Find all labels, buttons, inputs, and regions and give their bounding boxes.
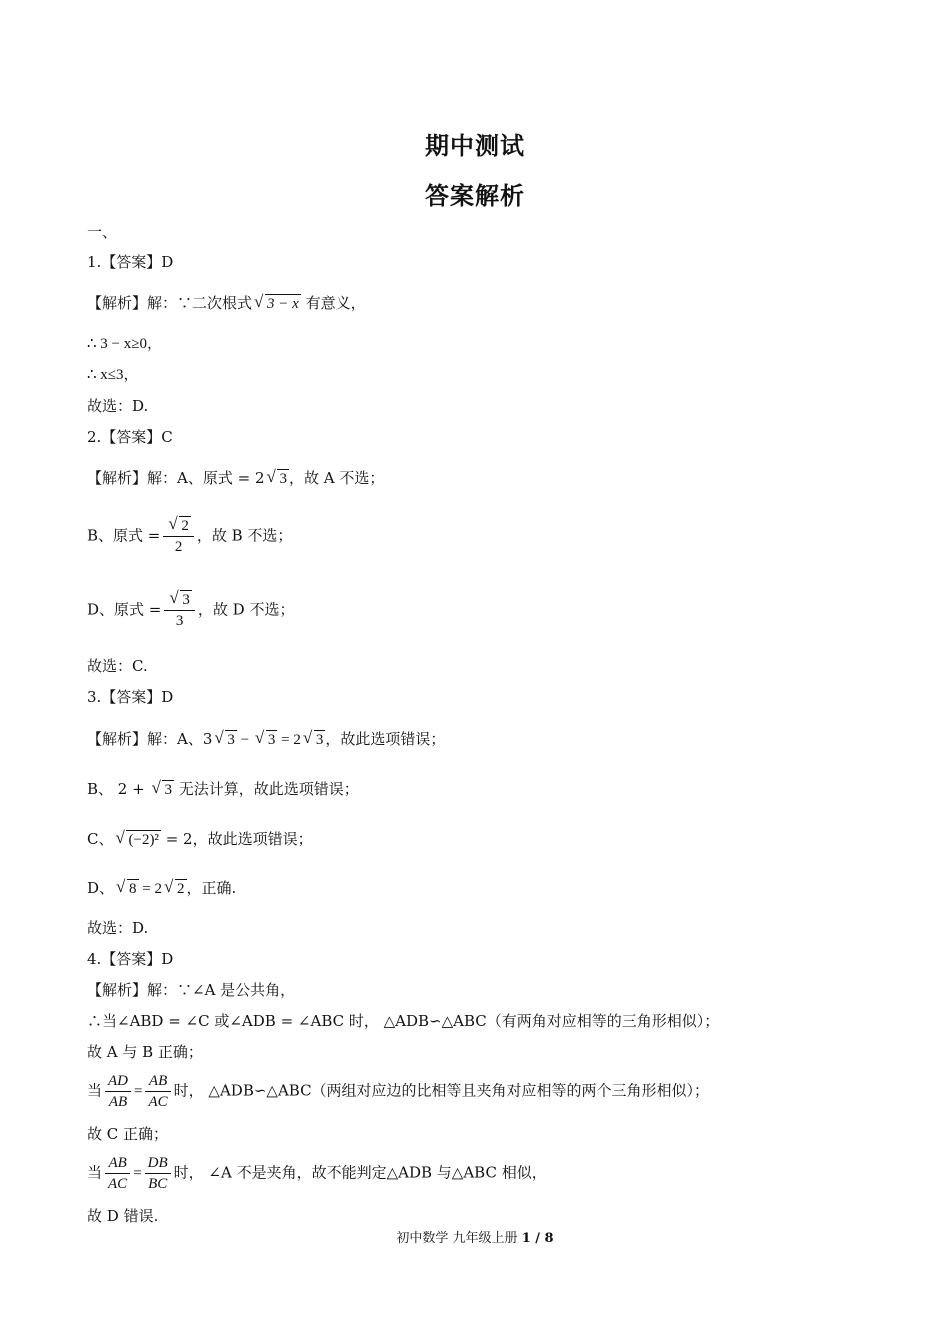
minus-sign: − [236, 732, 253, 748]
q1-text-suffix: 有意义， [305, 294, 366, 312]
fraction: √ 2 2 [163, 516, 194, 557]
q2-a-text: 【解析】解：A、原式 = 2 [87, 469, 265, 487]
q3-analysis-a [87, 729, 445, 750]
q4-analysis-a: 【解析】解：∵∠A 是公共角， [87, 981, 296, 999]
sqrt-expression: √ 3 − x [254, 292, 299, 312]
q3-b-text: B、 2 + [87, 780, 150, 798]
q4-analysis-d [87, 1071, 709, 1112]
q1-step-1: ∴ 3 − x≥0， [87, 336, 162, 352]
q1-conclusion: 故选：D. [87, 397, 149, 415]
sqrt-expression: √ 3 [151, 778, 172, 798]
q3-analysis-c [87, 829, 313, 850]
q1-answer: 1.【答案】D [87, 253, 174, 271]
page-title: 期中测试 [425, 132, 525, 160]
equals-sign: = [133, 1165, 142, 1182]
page-subtitle: 答案解析 [425, 182, 525, 210]
q3-analysis-d [87, 878, 236, 899]
fraction: $\frac{DB}{BC}$ [145, 1153, 171, 1194]
q2-analysis-d [87, 590, 294, 631]
q4-f-suffix: 时， ∠A 不是夹角，故不能判定△ADB 与△ABC 相似， [173, 1163, 547, 1182]
q3-d-suffix: ，正确. [186, 879, 237, 897]
page-footer [0, 1227, 950, 1246]
q3-c-suffix: = 2，故此选项错误； [160, 830, 313, 848]
sqrt-expression: √ (−2)² [115, 828, 159, 848]
q2-analysis-a [87, 468, 384, 489]
q2-answer: 2.【答案】C [87, 428, 173, 446]
footer-text: 初中数学 九年级上册 [396, 1231, 518, 1246]
sqrt-expression: √ 3 [254, 728, 276, 748]
q3-analysis-b [87, 779, 359, 800]
q4-analysis-e: 故 C 正确； [87, 1125, 169, 1143]
sqrt-expression: √ 3 [266, 467, 287, 487]
q2-a-suffix: ，故 A 不选； [288, 469, 385, 487]
q2-b-text: B、原式 = [87, 526, 161, 545]
fraction: $\frac{AB}{AC}$ [145, 1071, 170, 1112]
q4-analysis-b: ∴当∠ABD = ∠C 或∠ADB = ∠ABC 时， △ADB∽△ABC（有两角对应相等的三角形相似）； [87, 1012, 720, 1030]
q3-conclusion: 故选：D. [87, 919, 149, 937]
sqrt-expression: √ 8 [116, 877, 137, 897]
q2-analysis-b [87, 516, 292, 557]
q3-c-text: C、 [87, 830, 114, 848]
sqrt-expression: √ 3 [302, 728, 324, 748]
q1-step-2: ∴ x≤3， [87, 367, 139, 383]
q2-b-suffix: ，故 B 不选； [196, 526, 293, 545]
q3-d-text: D、 [87, 879, 115, 897]
q4-conclusion: 故 D 错误. [87, 1207, 159, 1225]
q3-a-text: 【解析】解：A、3 [87, 730, 213, 748]
q4-d-suffix: 时， △ADB∽△ABC（两组对应边的比相等且夹角对应相等的两个三角形相似）； [173, 1081, 710, 1100]
equals-sign: = 2 [277, 732, 301, 748]
q4-answer: 4.【答案】D [87, 950, 174, 968]
section-heading: 一、 [87, 223, 118, 241]
q4-analysis-f [87, 1153, 547, 1194]
q3-b-suffix: 无法计算，故此选项错误； [173, 780, 359, 798]
q2-d-text: D、原式 = [87, 600, 162, 619]
sqrt-expression: √ 3 [214, 728, 235, 748]
q4-f-text: 当 [87, 1163, 103, 1182]
q1-text: 【解析】解：∵二次根式 [87, 294, 253, 312]
q3-answer: 3.【答案】D [87, 688, 174, 706]
fraction: $\frac{AB}{AC}$ [105, 1153, 130, 1194]
fraction: √ 3 3 [164, 590, 195, 631]
q1-analysis-line [87, 293, 366, 314]
q2-d-suffix: ，故 D 不选； [197, 600, 295, 619]
equals-sign: = [134, 1083, 143, 1100]
equals-sign: = 2 [138, 881, 162, 897]
q3-a-suffix: ，故此选项错误； [325, 730, 446, 748]
q4-analysis-c: 故 A 与 B 正确； [87, 1043, 203, 1061]
fraction: $\frac{AD}{AB}$ [105, 1071, 131, 1112]
sqrt-expression: √ 2 [164, 877, 185, 897]
q2-conclusion: 故选：C. [87, 657, 148, 675]
page-number: 1 / 8 [521, 1231, 554, 1246]
q4-d-text: 当 [87, 1081, 103, 1100]
